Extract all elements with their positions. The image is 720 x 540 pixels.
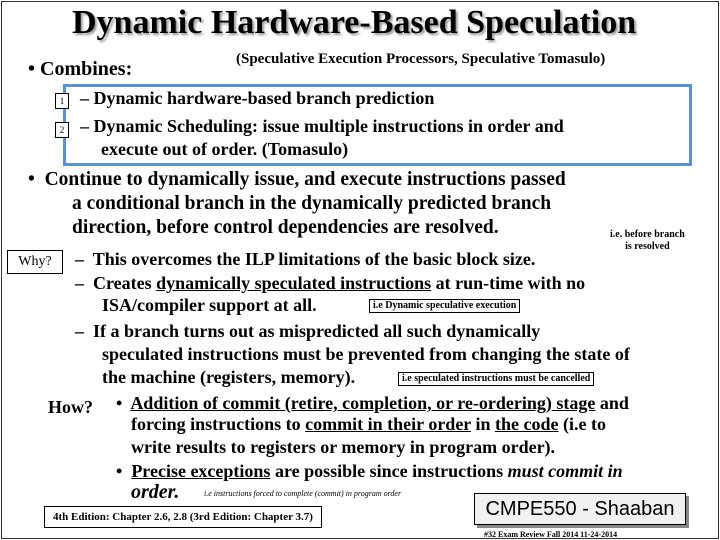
combines-item-1: – Dynamic hardware-based branch prediction <box>80 88 435 108</box>
combines-label: Combines: <box>40 58 133 80</box>
continue-line-3: direction, before control dependencies are resolved. <box>72 217 499 238</box>
why-bullet-3: – If a branch turns out as mispredicted all such dynamically <box>75 321 541 341</box>
item-number-2: 2 <box>55 122 69 138</box>
continue-line-1: • Continue to dynamically issue, and execute instructions passed <box>28 169 566 190</box>
why-bullet-3-line-2: speculated instructions must be prevented from changing the state of <box>102 344 630 364</box>
how-bullet-1-line-2: forcing instructions to commit in their order in the code (i.e to <box>131 414 606 434</box>
slide-subtitle: (Speculative Execution Processors, Speculative Tomasulo) <box>236 51 606 67</box>
why-bullet-2-cont: ISA/compiler support at all. <box>102 295 317 315</box>
continue-line-2: a conditional branch in the dynamically predicted branch <box>72 193 552 214</box>
combines-item-2: – Dynamic Scheduling: issue multiple instructions in order and <box>80 116 564 136</box>
combines-item-2-cont: execute out of order. (Tomasulo) <box>101 139 349 159</box>
why-bullet-2: – Creates dynamically speculated instructions at run-time with no <box>75 273 586 293</box>
bullet-combines: • Combines: <box>28 58 133 80</box>
how-label: How? <box>48 397 93 417</box>
note-before-branch: i.e. before branch is resolved <box>606 228 689 254</box>
note-dynamic-speculative: i.e Dynamic speculative execution <box>369 299 520 313</box>
note-cancelled: i.e speculated instructions must be cancelled <box>398 372 594 386</box>
how-bullet-2: • Precise exceptions are possible since instructions must commit in <box>116 461 623 481</box>
course-badge: CMPE550 - Shaaban <box>474 493 686 525</box>
why-bullet-3-line-3: the machine (registers, memory). <box>102 367 356 387</box>
edition-reference: 4th Edition: Chapter 2.6, 2.8 (3rd Edition: Chapter 3.7) <box>44 506 322 528</box>
note-program-order: i.e instructions forced to complete (commit) in program order <box>204 489 402 498</box>
how-bullet-1-line-3: write results to registers or memory in program order). <box>131 437 556 457</box>
slide-title: Dynamic Hardware-Based Speculation <box>72 4 637 41</box>
slide-frame <box>1 1 719 539</box>
why-bullet-1: – This overcomes the ILP limitations of the basic block size. <box>75 249 536 269</box>
why-label: Why? <box>7 250 63 274</box>
how-bullet-1: • Addition of commit (retire, completion, or re-ordering) stage and <box>116 393 629 413</box>
item-number-1: 1 <box>55 93 69 109</box>
how-bullet-2-line-2: order. <box>131 481 180 503</box>
slide-footer: #32 Exam Review Fall 2014 11-24-2014 <box>484 530 618 539</box>
